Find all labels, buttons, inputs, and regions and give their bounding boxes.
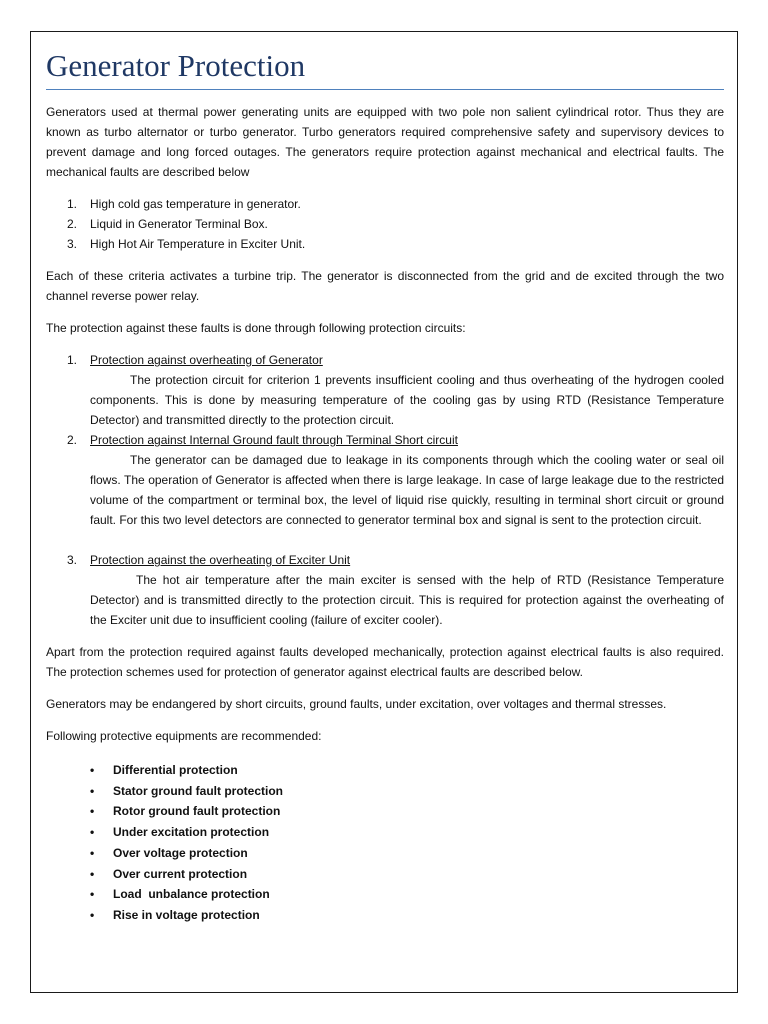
bullet-icon: • xyxy=(90,763,95,777)
page-title: Generator Protection xyxy=(46,48,306,83)
list-item: 2. Liquid in Generator Terminal Box. xyxy=(67,217,268,231)
bullet-icon: • xyxy=(90,887,95,902)
section-body: The generator can be damaged due to leakage in its components through which the cooling water or seal oil flows. The operation of Generator is affected when there is large leakage. In case of large leakage due to the restricted volume of the compartment or terminal box, the level of liquid rise quickly, resulting in terminal short circuit or ground fault. For this two level detectors are connected to generator terminal box and signal is sent to the protection circuit. xyxy=(90,453,724,527)
protection-circuit-item: 1. Protection against overheating of Generator The protection circuit for criterion 1 prevents insufficient cooling and thus overheating of the hydrogen cooled components. This is done by measuring temperature of the cooling gas by using RTD (Resistance Temperature Detector) and transmitted directly to the protection circuit. xyxy=(46,350,724,430)
trip-paragraph: Each of these criteria activates a turbine trip. The generator is disconnected from the grid and de excited through the two channel reverse power relay. xyxy=(46,269,724,303)
protection-circuit-item: 2. Protection against Internal Ground fault through Terminal Short circuit The generator can be damaged due to leakage in its components through which the cooling water or seal oil flows. The operation of Generator is affected when there is large leakage. In case of large leakage due to the restricted volume of the compartment or terminal box, the level of liquid rise quickly, resulting in terminal short circuit or ground fault. For this two level detectors are connected to generator terminal box and signal is sent to the protection circuit. xyxy=(46,430,724,530)
section-body: The hot air temperature after the main exciter is sensed with the help of RTD (Resistance Temperature Detector) and is transmitted directly to the protection circuit. This is required for protection against the overheating of the Exciter unit due to insufficient cooling (failure of exciter cooler). xyxy=(90,573,724,627)
section-heading: Protection against overheating of Generator xyxy=(90,353,323,367)
list-item: 1. High cold gas temperature in generator. xyxy=(67,197,301,211)
recommended-intro: Following protective equipments are recommended: xyxy=(46,729,322,743)
section-heading: Protection against Internal Ground fault through Terminal Short circuit xyxy=(90,433,458,447)
title-underline xyxy=(46,89,724,90)
list-item: • Over current protection xyxy=(46,864,724,885)
list-item: • Load unbalance protection xyxy=(46,884,724,905)
circuits-intro: The protection against these faults is done through following protection circuits: xyxy=(46,321,466,335)
list-item: • Rise in voltage protection xyxy=(46,905,724,926)
bullet-icon: • xyxy=(90,866,95,881)
electrical-paragraph: Apart from the protection required against faults developed mechanically, protection against electrical faults is also required. The protection schemes used for protection of generator against electrical faults are described below. xyxy=(46,645,724,679)
bullet-icon: • xyxy=(90,907,95,922)
list-item: 3. High Hot Air Temperature in Exciter Unit. xyxy=(67,237,306,251)
list-item: • Over voltage protection xyxy=(46,843,724,864)
list-item: • Rotor ground fault protection xyxy=(46,801,724,822)
mechanical-faults-list xyxy=(46,194,724,254)
bullet-icon: • xyxy=(90,845,95,860)
section-heading: Protection against the overheating of Exciter Unit xyxy=(90,553,351,567)
intro-paragraph: Generators used at thermal power generating units are equipped with two pole non salient cylindrical rotor. Thus they are known as turbo alternator or turbo generator. Turbo generators required comprehensive safety and supervisory devices to prevent damage and long forced outages. The generators require protection against mechanical and electrical faults. The mechanical faults are described below xyxy=(46,105,724,179)
list-item: • Differential protection xyxy=(46,760,724,781)
section-body: The protection circuit for criterion 1 prevents insufficient cooling and thus overheating of the hydrogen cooled components. This is done by measuring temperature of the cooling gas by using RTD (Resistance Temperature Detector) and transmitted directly to the protection circuit. xyxy=(90,373,724,427)
protection-circuits-list xyxy=(46,350,724,630)
list-item: • Under excitation protection xyxy=(46,822,724,843)
bullet-icon: • xyxy=(90,804,95,819)
protection-circuit-item: 3. Protection against the overheating of Exciter Unit The hot air temperature after the main exciter is sensed with the help of RTD (Resistance Temperature Detector) and is transmitted directly to the protection circuit. This is required for protection against the overheating of the Exciter unit due to insufficient cooling (failure of exciter cooler). xyxy=(46,550,724,630)
bullet-icon: • xyxy=(90,783,95,798)
recommended-equipment-list xyxy=(46,760,724,926)
list-item: • Stator ground fault protection xyxy=(46,781,724,802)
endangered-paragraph: Generators may be endangered by short circuits, ground faults, under excitation, over voltages and thermal stresses. xyxy=(46,697,667,711)
document-body xyxy=(46,46,724,926)
bullet-icon: • xyxy=(90,825,95,840)
